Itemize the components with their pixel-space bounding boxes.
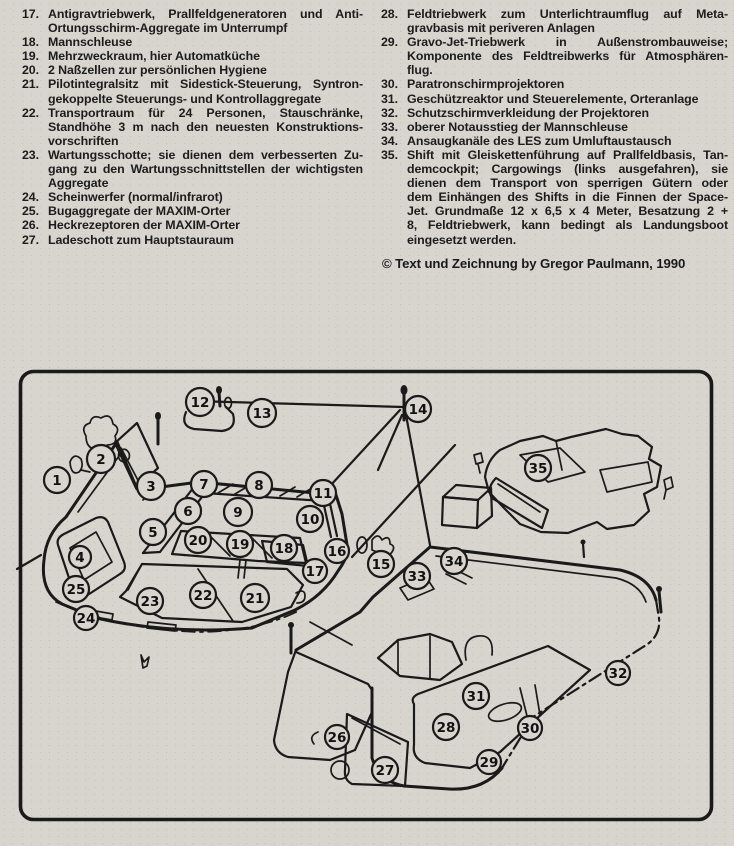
- crate-drawing: [442, 485, 492, 528]
- legend-item-line: Geschützreaktor und Steuerelemente, Orteranlage: [407, 91, 699, 106]
- callout-number: 25: [66, 581, 86, 598]
- callout-number: 26: [327, 729, 347, 746]
- callout-number: 17: [305, 563, 325, 580]
- callout-number: 32: [608, 665, 628, 682]
- legend-item-line: Shift mit Gleiskettenführung auf Prallfeldbasis, Tan-: [407, 147, 728, 162]
- legend-item-line: Transportraum für 24 Personen, Stauschränke,: [48, 105, 363, 120]
- callout-number: 21: [245, 590, 265, 607]
- legend-item-number: 22.: [22, 105, 39, 120]
- copyright-line: © Text und Zeichnung by Gregor Paulmann, 1990: [382, 256, 686, 271]
- legend-item-line: dienen dem Transport von sperrigen Gütern oder: [407, 176, 728, 191]
- legend-item-number: 18.: [22, 35, 39, 50]
- legend-item-number: 23.: [22, 147, 39, 162]
- legend-item-line: Standhöhe 3 m nach den neuesten Konstruktions-: [48, 119, 363, 134]
- legend-item-number: 20.: [22, 63, 39, 78]
- legend-item-number: 19.: [22, 49, 39, 64]
- callout-number: 31: [466, 688, 486, 705]
- legend-item-number: 35.: [381, 147, 398, 162]
- legend-item-line: Antigravtriebwerk, Prallfeldgeneratoren und Anti-: [48, 7, 363, 21]
- legend-item-line: Pilotintegralsitz mit Sidestick-Steuerung, Syntron-: [48, 77, 363, 92]
- legend-item-number: 28.: [381, 7, 398, 21]
- legend-item-line: gekoppelte Steuerungs- und Kontrollaggregate: [48, 91, 322, 106]
- legend-item-line: flug.: [407, 63, 433, 78]
- legend-item-line: Ortungsschirm-Aggregate im Unterrumpf: [48, 21, 288, 36]
- legend-item-line: demcockpit; Cargowings (links ausgefahren), sie: [407, 162, 728, 177]
- legend-item-line: Schutzschirmverkleidung der Projektoren: [407, 105, 649, 120]
- legend-item-line: dem Einhängen des Shifts in die Finnen der Space-: [407, 190, 728, 205]
- legend-item-line: Heckrezeptoren der MAXIM-Orter: [48, 218, 240, 233]
- legend-item-line: gravbasis mit periveren Anlagen: [407, 21, 595, 36]
- callout-number: 23: [140, 593, 160, 610]
- callout-number: 18: [274, 540, 294, 557]
- legend-item-line: Paratronschirmprojektoren: [407, 77, 565, 92]
- legend-item-line: Gravo-Jet-Triebwerk in Außenstrombauweise;: [407, 35, 728, 50]
- legend-item-number: 31.: [381, 91, 398, 106]
- callout-number: 8: [254, 477, 264, 494]
- legend-item-number: 33.: [381, 119, 398, 134]
- callout-number: 14: [408, 401, 428, 418]
- legend-item-number: 29.: [381, 35, 398, 50]
- legend-item-line: 8, Feldtriebwerk, kann bedingt als Landungsboot: [407, 218, 728, 233]
- callout-number: 28: [436, 719, 456, 736]
- legend-item-line: Mannschleuse: [48, 35, 133, 50]
- callout-number: 22: [193, 587, 213, 604]
- callout-number: 35: [528, 460, 548, 477]
- legend-item-number: 34.: [381, 133, 398, 148]
- callout-number: 12: [190, 394, 210, 411]
- callouts: [44, 388, 630, 783]
- callout-number: 15: [371, 556, 391, 573]
- legend-item-number: 30.: [381, 77, 398, 92]
- callout-number: 3: [146, 478, 156, 495]
- callout-number: 20: [188, 532, 208, 549]
- callout-number: 19: [230, 536, 250, 553]
- legend-item-line: gang zu den Wartungsschnittstellen der wichtigsten: [48, 162, 363, 177]
- callout-number: 29: [479, 754, 499, 771]
- callout-number: 1: [52, 472, 62, 489]
- legend-item-line: Ansaugkanäle des LES zum Umluftaustausch: [407, 133, 672, 148]
- legend-item-number: 24.: [22, 190, 39, 205]
- legend-item-line: Jet. Grundmaße 12 x 6,5 x 4 Meter, Besatzung 2 +: [407, 204, 728, 219]
- callout-number: 2: [96, 451, 106, 468]
- legend-item-number: 17.: [22, 7, 39, 21]
- legend-item-number: 21.: [22, 77, 39, 92]
- legend-item-line: Wartungsschotte; sie dienen dem verbesserten Zu-: [48, 147, 363, 162]
- legend-item-line: vorschriften: [48, 133, 119, 148]
- callout-number: 5: [148, 524, 158, 541]
- legend-item-line: Ladeschott zum Hauptstauraum: [48, 232, 234, 247]
- callout-number: 9: [233, 504, 243, 521]
- legend-item-number: 27.: [22, 232, 39, 247]
- callout-number: 16: [327, 543, 347, 560]
- legend-item-number: 26.: [22, 218, 39, 233]
- callout-number: 7: [199, 476, 209, 493]
- legend-item-number: 25.: [22, 204, 39, 219]
- callout-number: 24: [76, 610, 96, 627]
- legend-item-line: 2 Naßzellen zur persönlichen Hygiene: [48, 63, 267, 78]
- callout-number: 13: [252, 405, 272, 422]
- callout-number: 10: [300, 511, 320, 528]
- legend-item-line: Scheinwerfer (normal/infrarot): [48, 190, 223, 205]
- legend-item-line: Bugaggregate der MAXIM-Orter: [48, 204, 231, 219]
- callout-number: 27: [375, 762, 395, 779]
- legend-item-line: Aggregate: [48, 176, 109, 191]
- legend-item-line: Feldtriebwerk zum Unterlichtraumflug auf Meta-: [407, 7, 728, 21]
- legend-item-line: Mehrzweckraum, hier Automatküche: [48, 49, 260, 64]
- legend-item-line: Komponente des Feldtreibwerks für Atmosphären-: [407, 49, 728, 64]
- hull-rear-drawing: [274, 540, 662, 790]
- diagram-frame: [21, 372, 712, 820]
- callout-number: 11: [313, 485, 333, 502]
- shift-vehicle-drawing: [474, 429, 673, 533]
- legend-item-line: eingesetzt werden.: [407, 232, 517, 247]
- callout-number: 33: [407, 568, 427, 585]
- callout-number: 30: [520, 720, 540, 737]
- legend-item-number: 32.: [381, 105, 398, 120]
- callout-number: 6: [183, 503, 193, 520]
- callout-number: 4: [75, 549, 85, 566]
- legend-item-line: oberer Notausstieg der Mannschleuse: [407, 119, 628, 134]
- callout-number: 34: [444, 553, 464, 570]
